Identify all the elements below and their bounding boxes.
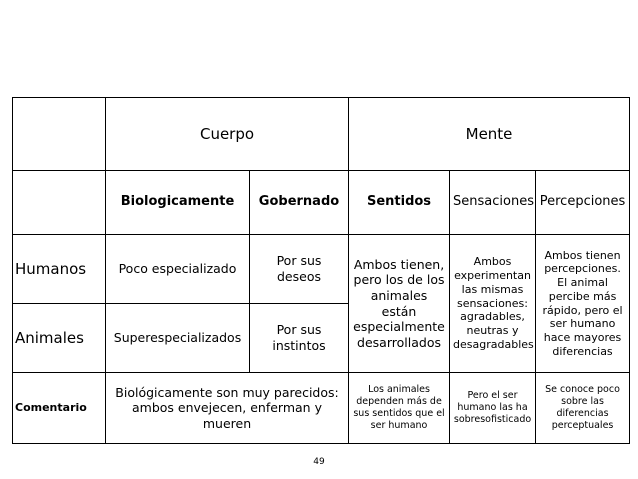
sentidos-header: Sentidos: [349, 171, 450, 235]
humanos-gobernado-cell: Por sus deseos: [250, 235, 349, 304]
gobernado-header: Gobernado: [250, 171, 349, 235]
percepciones-shared-cell: Ambos tienen percepciones. El animal percibe más rápido, pero el ser humano hace mayores diferencias: [536, 235, 630, 373]
header-row: [13, 98, 630, 171]
sensaciones-header: Sensaciones: [450, 171, 536, 235]
comentario-sensaciones-cell: Pero el ser humano las ha sobresofisticado: [450, 373, 536, 444]
mente-header: Mente: [349, 98, 630, 171]
comentario-label: Comentario: [13, 373, 106, 444]
animales-gobernado-cell: Por sus instintos: [250, 304, 349, 373]
percepciones-header: Percepciones: [536, 171, 630, 235]
humanos-label: Humanos: [13, 235, 106, 304]
humanos-biologicamente-cell: Poco especializado: [106, 235, 250, 304]
animales-biologicamente-cell: Superespecializados: [106, 304, 250, 373]
empty-subheader-cell: [13, 171, 106, 235]
comentario-sentidos-cell: Los animales dependen más de sus sentidos que el ser humano: [349, 373, 450, 444]
sentidos-shared-cell: Ambos tienen, pero los de los animales están especialmente desarrollados: [349, 235, 450, 373]
cuerpo-header: Cuerpo: [106, 98, 349, 171]
comentario-cuerpo-cell: Biológicamente son muy parecidos: ambos envejecen, enferman y mueren: [106, 373, 349, 444]
comentario-row: [13, 373, 630, 444]
comparison-table: [12, 97, 630, 444]
biologicamente-header: Biologicamente: [106, 171, 250, 235]
humanos-row: [13, 235, 630, 304]
comentario-percepciones-cell: Se conoce poco sobre las diferencias perceptuales: [536, 373, 630, 444]
subheader-row: [13, 171, 630, 235]
page-number: 49: [313, 457, 325, 467]
empty-corner-cell: [13, 98, 106, 171]
animales-label: Animales: [13, 304, 106, 373]
sensaciones-shared-cell: Ambos experimentan las mismas sensaciones: agradables, neutras y desagradables: [450, 235, 536, 373]
